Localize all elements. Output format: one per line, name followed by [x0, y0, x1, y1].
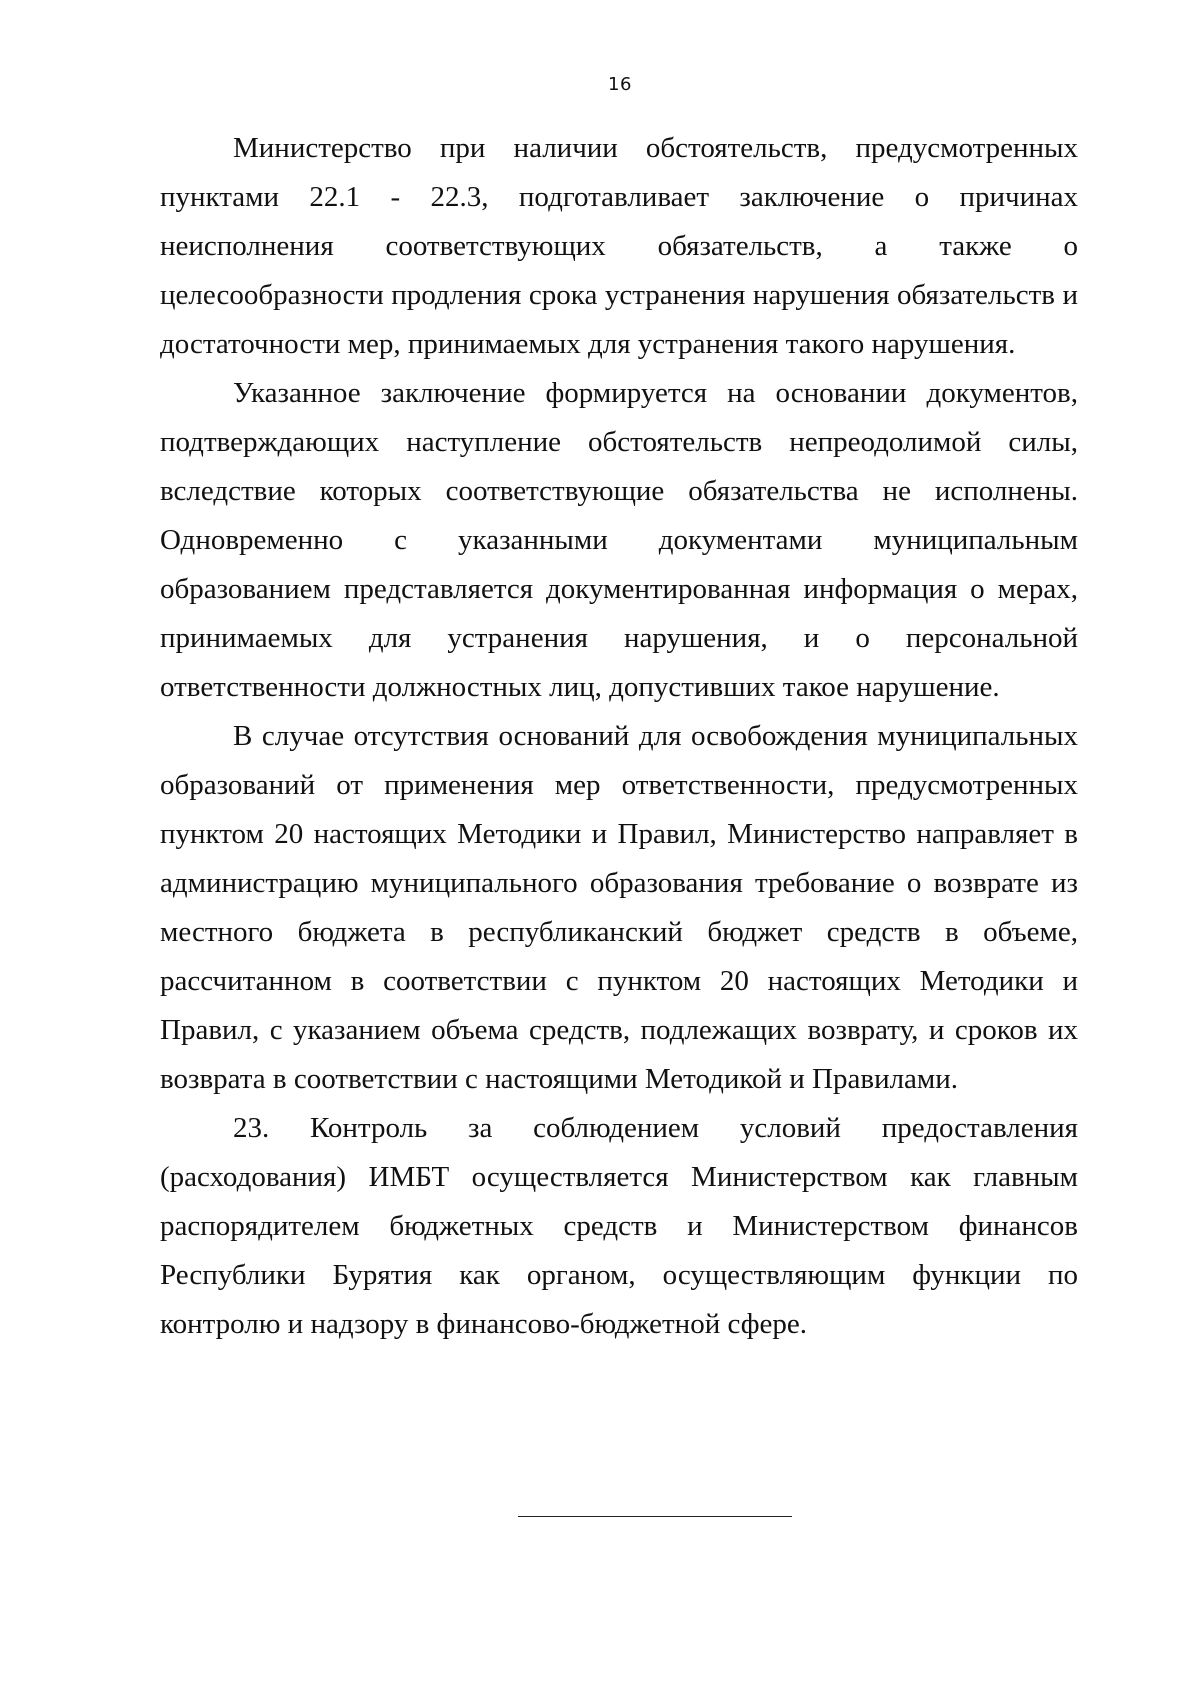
paragraph-ministry-conclusion: Министерство при наличии обстоятельств, предусмотренных пунктами 22.1 - 22.3, подготавливает заключение о причинах неисполнения соответствующих обязательств, а также о целесообразности продления срока устранения нарушения обязательств и достаточности мер, принимаемых для устранения такого нарушения.	[160, 132, 1078, 360]
footer-divider-line	[518, 1516, 792, 1517]
paragraph-refund-requirement: В случае отсутствия оснований для освобождения муниципальных образований от применения мер ответственности, предусмотренных пунктом 20 настоящих Методики и Правил, Министерство направляет в администрацию муниципального образования требование о возврате из местного бюджета в республиканский бюджет средств в объеме, рассчитанном в соответствии с пунктом 20 настоящих Методики и Правил, с указанием объема средств, подлежащих возврату, и сроков их возврата в соответствии с настоящими Методикой и Правилами.	[160, 720, 1078, 1095]
paragraph-control-item-23: 23. Контроль за соблюдением условий предоставления (расходования) ИМБТ осуществляется Министерством как главным распорядителем бюджетных средств и Министерством финансов Республики Бурятия как органом, осуществляющим функции по контролю и надзору в финансово-бюджетной сфере.	[160, 1112, 1078, 1340]
document-body	[160, 124, 1078, 1349]
page-number: 16	[608, 74, 632, 95]
paragraph-conclusion-basis: Указанное заключение формируется на основании документов, подтверждающих наступление обстоятельств непреодолимой силы, вследствие которых соответствующие обязательства не исполнены. Одновременно с указанными документами муниципальным образованием представляется документированная информация о мерах, принимаемых для устранения нарушения, и о персональной ответственности должностных лиц, допустивших такое нарушение.	[160, 377, 1078, 703]
